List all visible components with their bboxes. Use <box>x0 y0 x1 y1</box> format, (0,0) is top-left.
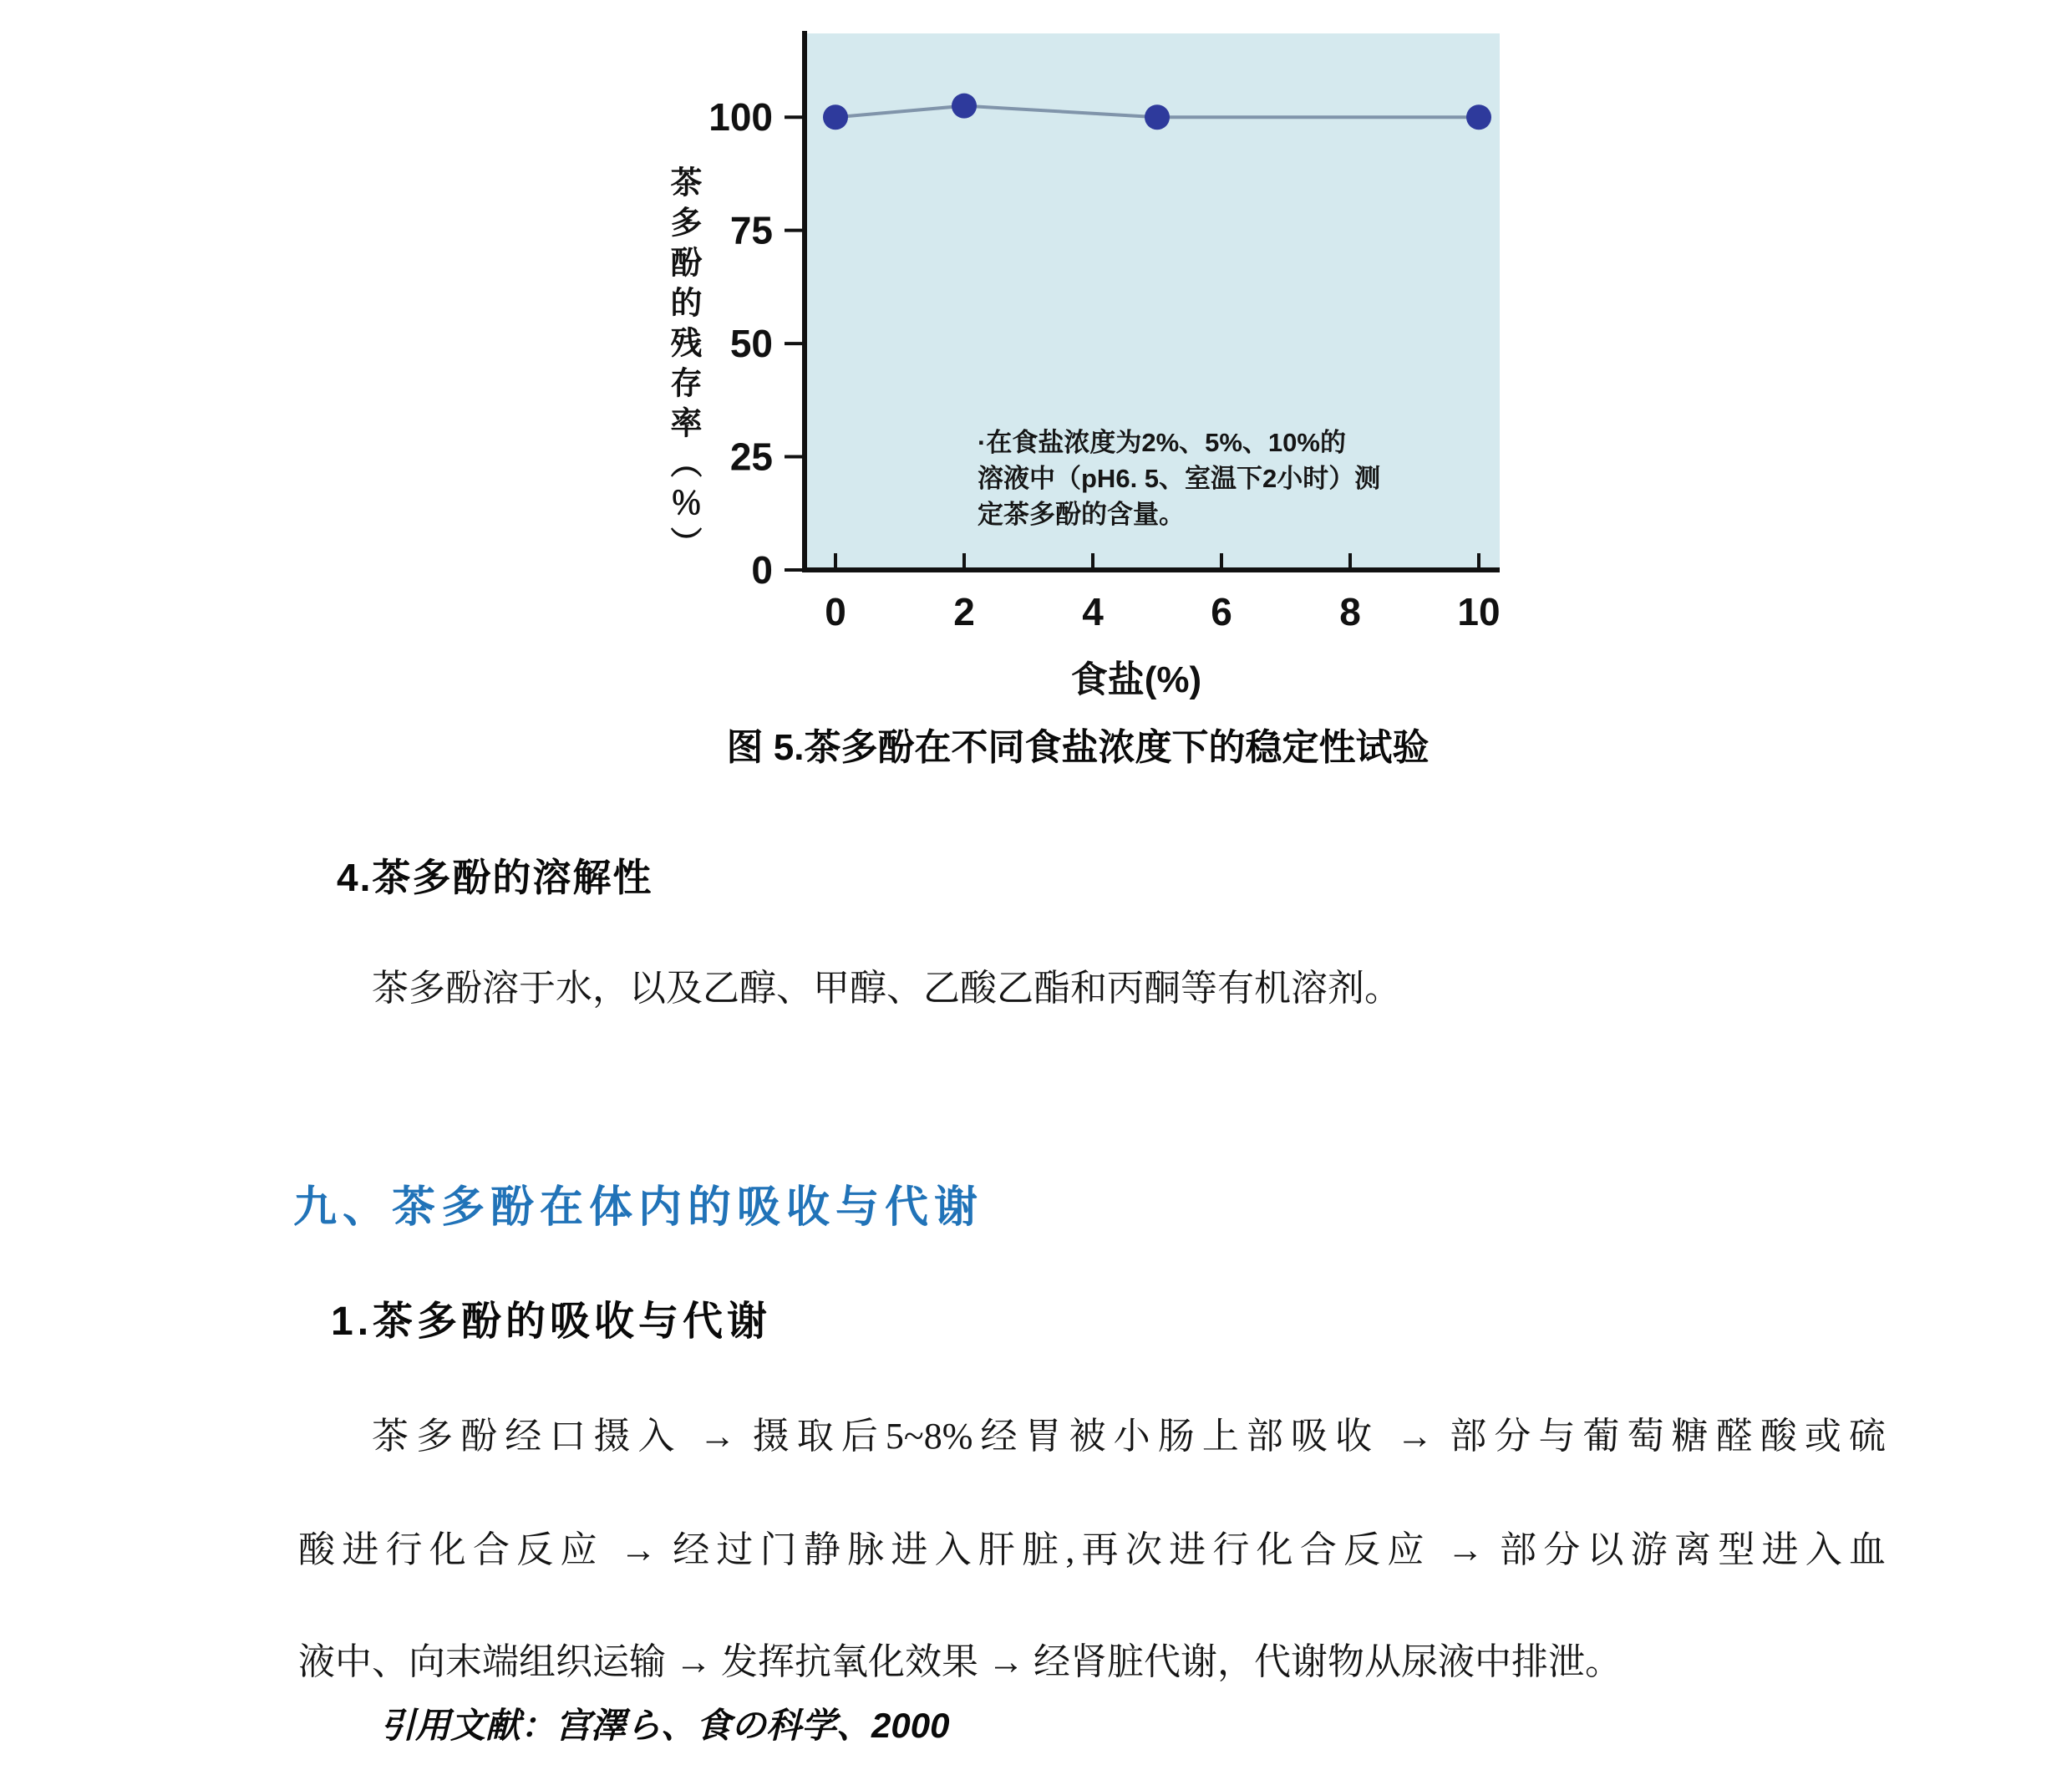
data-point-marker <box>1145 104 1170 130</box>
absorption-heading: 1.茶多酚的吸收与代谢 <box>331 1300 772 1344</box>
chart-annotation-line: 定茶多酚的含量。 <box>978 500 1185 529</box>
data-point-marker <box>1466 104 1491 130</box>
chart-y-axis-label: 茶多酚的残存率（％） <box>665 165 700 567</box>
chart-annotation <box>978 425 1379 532</box>
x-tick-label: 0 <box>825 590 846 633</box>
absorption-paragraph-line: 茶多酚经口摄入 → 摄取后5~8%经胃被小肠上部吸收 → 部分与葡萄糖醛酸或硫 <box>372 1416 1886 1457</box>
citation-reference: 引用文献：宫澤ら、食の科学、2000 <box>380 1706 950 1745</box>
chapter-heading: 九、茶多酚在体内的吸收与代谢 <box>293 1183 984 1232</box>
x-tick-label: 10 <box>1457 590 1501 633</box>
chart-annotation-line: 溶液中（pH6. 5、室温下2小时）测 <box>978 464 1381 493</box>
absorption-paragraph-line: 酸进行化合反应 → 经过门静脉进入肝脏,再次进行化合反应 → 部分以游离型进入血 <box>298 1529 1886 1570</box>
data-point-marker <box>952 94 977 119</box>
y-tick-label: 0 <box>751 548 773 592</box>
x-tick-label: 2 <box>953 590 975 633</box>
x-axis-label: 食盐(%) <box>1070 659 1202 700</box>
solubility-heading: 4.茶多酚的溶解性 <box>337 856 653 899</box>
chart-annotation-line: ·在食盐浓度为2%、5%、10%的 <box>978 428 1346 457</box>
data-point-marker <box>823 104 848 130</box>
figure-stability-chart <box>618 17 1554 723</box>
figure-caption: 图 5.茶多酚在不同食盐浓度下的稳定性试验 <box>726 727 1430 768</box>
stability-line-chart <box>618 17 1554 723</box>
y-tick-label: 100 <box>708 95 773 140</box>
absorption-paragraph-line: 液中、向末端组织运输 → 发挥抗氧化效果 → 经肾脏代谢，代谢物从尿液中排泄。 <box>298 1641 1622 1682</box>
y-tick-label: 75 <box>729 208 773 252</box>
solubility-paragraph: 茶多酚溶于水，以及乙醇、甲醇、乙酸乙酯和丙酮等有机溶剂。 <box>372 968 1401 1009</box>
y-tick-label: 25 <box>729 435 773 479</box>
y-tick-label: 50 <box>729 322 773 366</box>
x-tick-label: 6 <box>1211 590 1232 633</box>
x-tick-label: 8 <box>1339 590 1361 633</box>
x-tick-label: 4 <box>1082 590 1104 633</box>
